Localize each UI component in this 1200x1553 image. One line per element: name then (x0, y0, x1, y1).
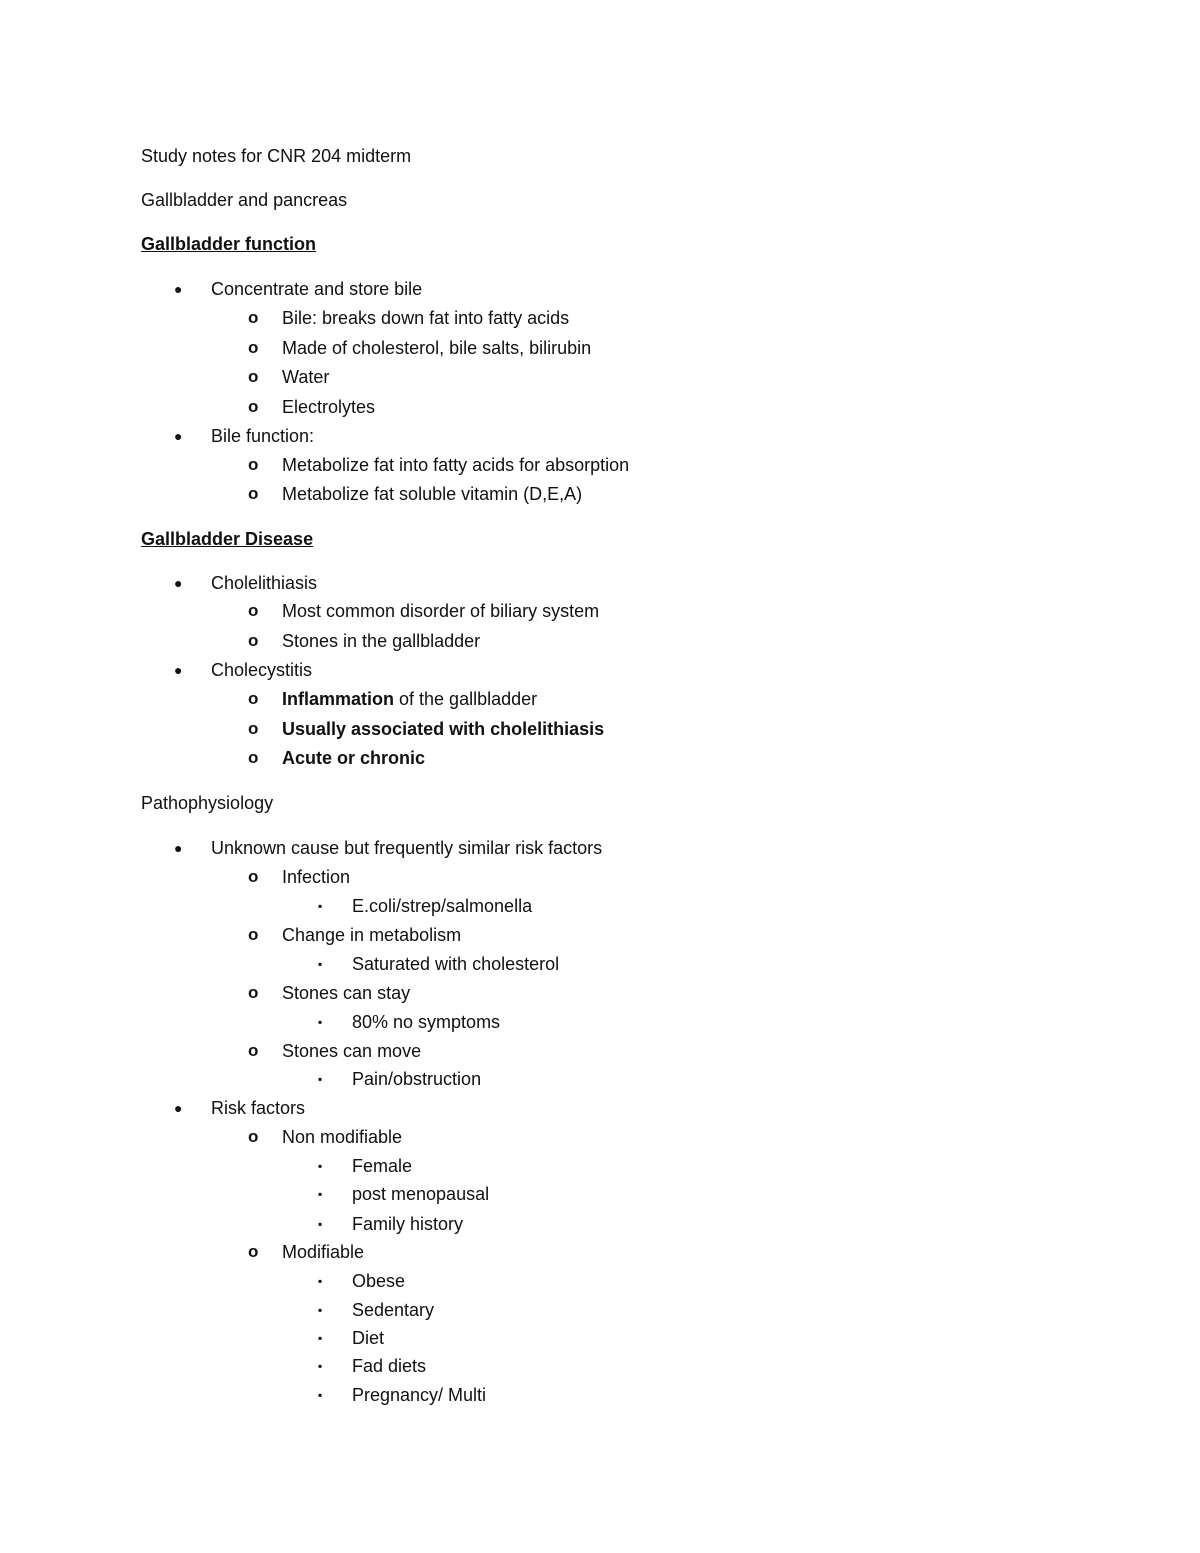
list-item: o Modifiable (248, 1242, 365, 1262)
square-marker: ▪ (318, 957, 323, 971)
list-item: o Metabolize fat soluble vitamin (D,E,A) (248, 484, 583, 504)
list-item: ▪ Saturated with cholesterol (318, 954, 560, 974)
square-marker: ▪ (318, 1015, 323, 1029)
list-item: ● Unknown cause but frequently similar risk factors (174, 838, 603, 858)
list-item: o Change in metabolism (248, 925, 462, 945)
square-marker: ▪ (318, 1388, 323, 1402)
list-item: ● Concentrate and store bile (174, 279, 423, 299)
circle-marker: o (248, 631, 259, 650)
list-item: o Most common disorder of biliary system (248, 601, 600, 621)
list-item: o Stones in the gallbladder (248, 631, 481, 651)
list-item: o Electrolytes (248, 397, 376, 417)
list-item: ▪ post menopausal (318, 1184, 490, 1204)
square-marker: ▪ (318, 1072, 323, 1086)
list-item: ▪ Family history (318, 1214, 464, 1234)
section-heading-pathophysiology: Pathophysiology (141, 793, 274, 813)
square-marker: ▪ (318, 899, 323, 913)
circle-marker: o (248, 1127, 259, 1146)
square-marker: ▪ (318, 1274, 323, 1288)
section-heading-gallbladder-function: Gallbladder function (141, 234, 317, 254)
bullet-marker: ● (174, 1100, 183, 1116)
circle-marker: o (248, 601, 259, 620)
list-item: o Made of cholesterol, bile salts, bilirubin (248, 338, 592, 358)
list-item: ▪ Fad diets (318, 1356, 427, 1376)
circle-marker: o (248, 689, 259, 708)
list-item: o Stones can stay (248, 983, 411, 1003)
list-item: ▪ E.coli/strep/salmonella (318, 896, 533, 916)
list-item: ● Bile function: (174, 426, 315, 446)
square-marker: ▪ (318, 1217, 323, 1231)
circle-marker: o (248, 1041, 259, 1060)
list-item: ▪ Pregnancy/ Multi (318, 1385, 487, 1405)
bullet-marker: ● (174, 840, 183, 856)
list-item: ▪ Diet (318, 1328, 385, 1348)
bullet-marker: ● (174, 281, 183, 297)
document-title: Study notes for CNR 204 midterm (141, 146, 412, 166)
circle-marker: o (248, 983, 259, 1002)
bullet-marker: ● (174, 428, 183, 444)
list-item: o Inflammation of the gallbladder (248, 689, 538, 709)
square-marker: ▪ (318, 1159, 323, 1173)
list-item: ● Cholelithiasis (174, 573, 318, 593)
list-item: ▪ Pain/obstruction (318, 1069, 482, 1089)
list-item: o Usually associated with cholelithiasis (248, 719, 605, 739)
circle-marker: o (248, 1242, 259, 1261)
section-heading-gallbladder-disease: Gallbladder Disease (141, 529, 314, 549)
circle-marker: o (248, 308, 259, 327)
list-item: o Stones can move (248, 1041, 422, 1061)
list-item: ▪ Female (318, 1156, 413, 1176)
list-item: ● Cholecystitis (174, 660, 313, 680)
circle-marker: o (248, 397, 259, 416)
circle-marker: o (248, 484, 259, 503)
list-item: ▪ 80% no symptoms (318, 1012, 501, 1032)
circle-marker: o (248, 925, 259, 944)
list-item: o Bile: breaks down fat into fatty acids (248, 308, 570, 328)
list-item: ▪ Sedentary (318, 1300, 435, 1320)
list-item: o Acute or chronic (248, 748, 426, 768)
circle-marker: o (248, 719, 259, 738)
square-marker: ▪ (318, 1187, 323, 1201)
square-marker: ▪ (318, 1303, 323, 1317)
list-item: o Infection (248, 867, 351, 887)
circle-marker: o (248, 367, 259, 386)
bullet-marker: ● (174, 662, 183, 678)
circle-marker: o (248, 867, 259, 886)
list-item: ● Risk factors (174, 1098, 306, 1118)
document-subtitle: Gallbladder and pancreas (141, 190, 348, 210)
list-item: o Water (248, 367, 330, 387)
square-marker: ▪ (318, 1359, 323, 1373)
bullet-marker: ● (174, 575, 183, 591)
square-marker: ▪ (318, 1331, 323, 1345)
list-item: o Metabolize fat into fatty acids for absorption (248, 455, 630, 475)
circle-marker: o (248, 455, 259, 474)
list-item: o Non modifiable (248, 1127, 403, 1147)
circle-marker: o (248, 748, 259, 767)
circle-marker: o (248, 338, 259, 357)
list-item: ▪ Obese (318, 1271, 406, 1291)
